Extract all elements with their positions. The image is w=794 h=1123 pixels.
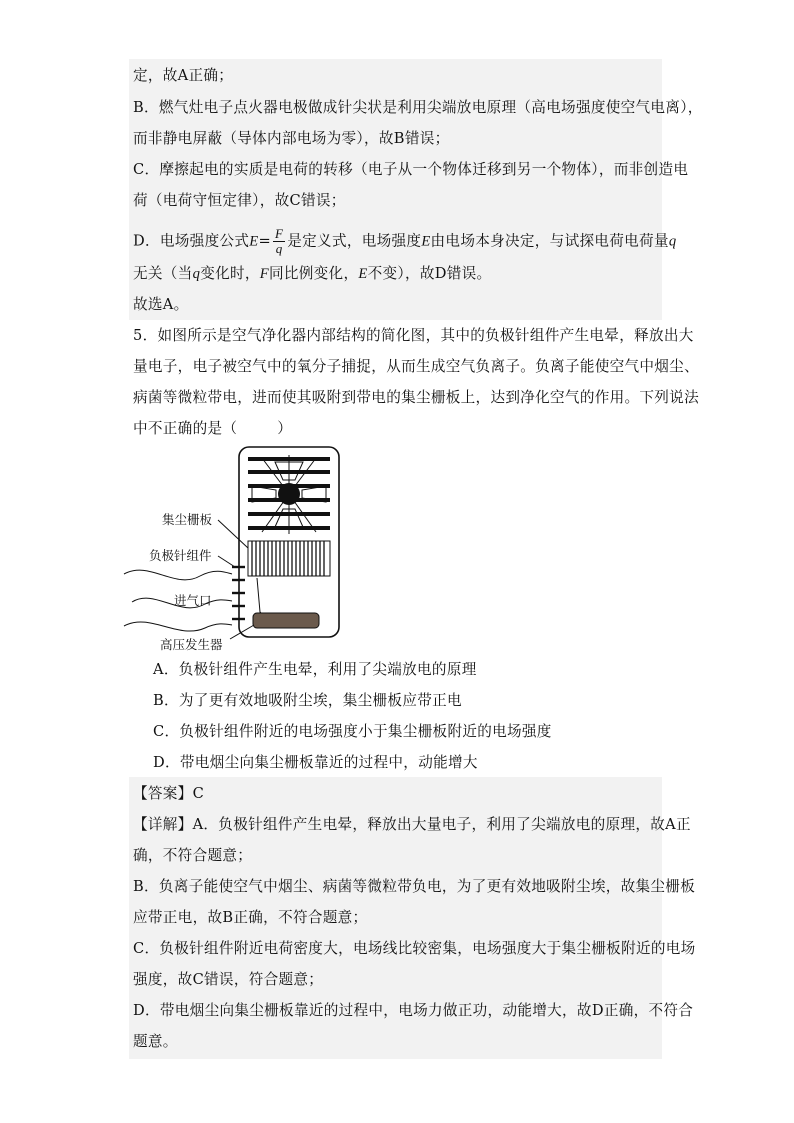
leader-lines	[218, 520, 254, 639]
fan-bars	[248, 457, 330, 530]
prev-explanation-line-4: C．摩擦起电的实质是电荷的转移（电子从一个物体迁移到另一个物体），而非创造电	[133, 161, 689, 178]
prev-explanation-line-3: 而非静电屏蔽（导体内部电场为零），故B错误；	[133, 130, 450, 147]
question-line-1: 5．如图所示是空气净化器内部结构的简化图，其中的负极针组件产生电晕，释放出大	[133, 327, 694, 344]
fan-blades	[252, 455, 326, 534]
collector-grid-lines	[252, 541, 324, 576]
high-voltage-generator	[253, 613, 319, 628]
prev-explanation-line-5: 荷（电荷守恒定律），故C错误；	[133, 192, 346, 209]
detail-line-4: 应带正电，故B正确，不符合题意；	[133, 909, 368, 926]
detail-line-7: D．带电烟尘向集尘栅板靠近的过程中，电场力做正功，动能增大，故D正确，不符合	[133, 1002, 694, 1019]
answer-label: 【答案】C	[133, 785, 205, 802]
prev-explanation-line-1: 定，故A正确；	[133, 67, 234, 84]
detail-line-1: 【详解】A．负极针组件产生电晕，释放出大量电子，利用了尖端放电的原理，故A正	[133, 816, 691, 833]
prev-explanation-line-2: B．燃气灶电子点火器电极做成针尖状是利用尖端放电原理（高电场强度使空气电离），	[133, 99, 703, 116]
option-c: C．负极针组件附近的电场强度小于集尘栅板附近的电场强度	[153, 723, 552, 740]
label-high-voltage-generator: 高压发生器	[160, 637, 223, 652]
detail-line-6: 强度，故C错误，符合题意；	[133, 971, 324, 988]
airflow-lines	[124, 570, 232, 631]
prev-explanation-line-6: D．电场强度公式E= $\frac{F}{q}$ 是定义式，电场强度E由电场本身决定，与试探电荷电荷量q	[133, 226, 677, 256]
prev-explanation-line-7: 无关（当q变化时，F同比例变化，E不变），故D错误。	[133, 265, 492, 282]
question-line-2: 量电子，电子被空气中的氧分子捕捉，从而生成空气负离子。负离子能使空气中烟尘、	[133, 358, 699, 375]
label-collector-grid: 集尘栅板	[162, 512, 213, 527]
question-line-4: 中不正确的是（ ）	[133, 420, 293, 437]
fan-hub	[278, 483, 300, 505]
collector-grid	[248, 541, 330, 576]
formula-fraction: $\frac{F}{q}$	[275, 226, 284, 256]
purifier-housing	[239, 447, 339, 637]
detail-line-8: 题意。	[133, 1033, 178, 1050]
detail-line-5: C．负极针组件附近电荷密度大，电场线比较密集，电场强度大于集尘栅板附近的电场	[133, 940, 696, 957]
option-b: B．为了更有效地吸附尘埃，集尘栅板应带正电	[153, 692, 462, 709]
option-a: A．负极针组件产生电晕，利用了尖端放电的原理	[153, 661, 477, 678]
needle-assembly	[232, 567, 245, 619]
detail-line-3: B．负离子能使空气中烟尘、病菌等微粒带负电，为了更有效地吸附尘埃，故集尘栅板	[133, 878, 696, 895]
prev-explanation-line-8: 故选A。	[133, 296, 189, 313]
detail-line-2: 确，不符合题意；	[133, 847, 253, 864]
label-needle-assembly: 负极针组件	[149, 548, 212, 563]
label-air-inlet: 进气口	[174, 593, 212, 608]
option-d: D．带电烟尘向集尘栅板靠近的过程中，动能增大	[153, 754, 478, 771]
question-line-3: 病菌等微粒带电，进而使其吸附到带电的集尘栅板上，达到净化空气的作用。下列说法	[133, 389, 699, 406]
wire	[257, 578, 262, 614]
